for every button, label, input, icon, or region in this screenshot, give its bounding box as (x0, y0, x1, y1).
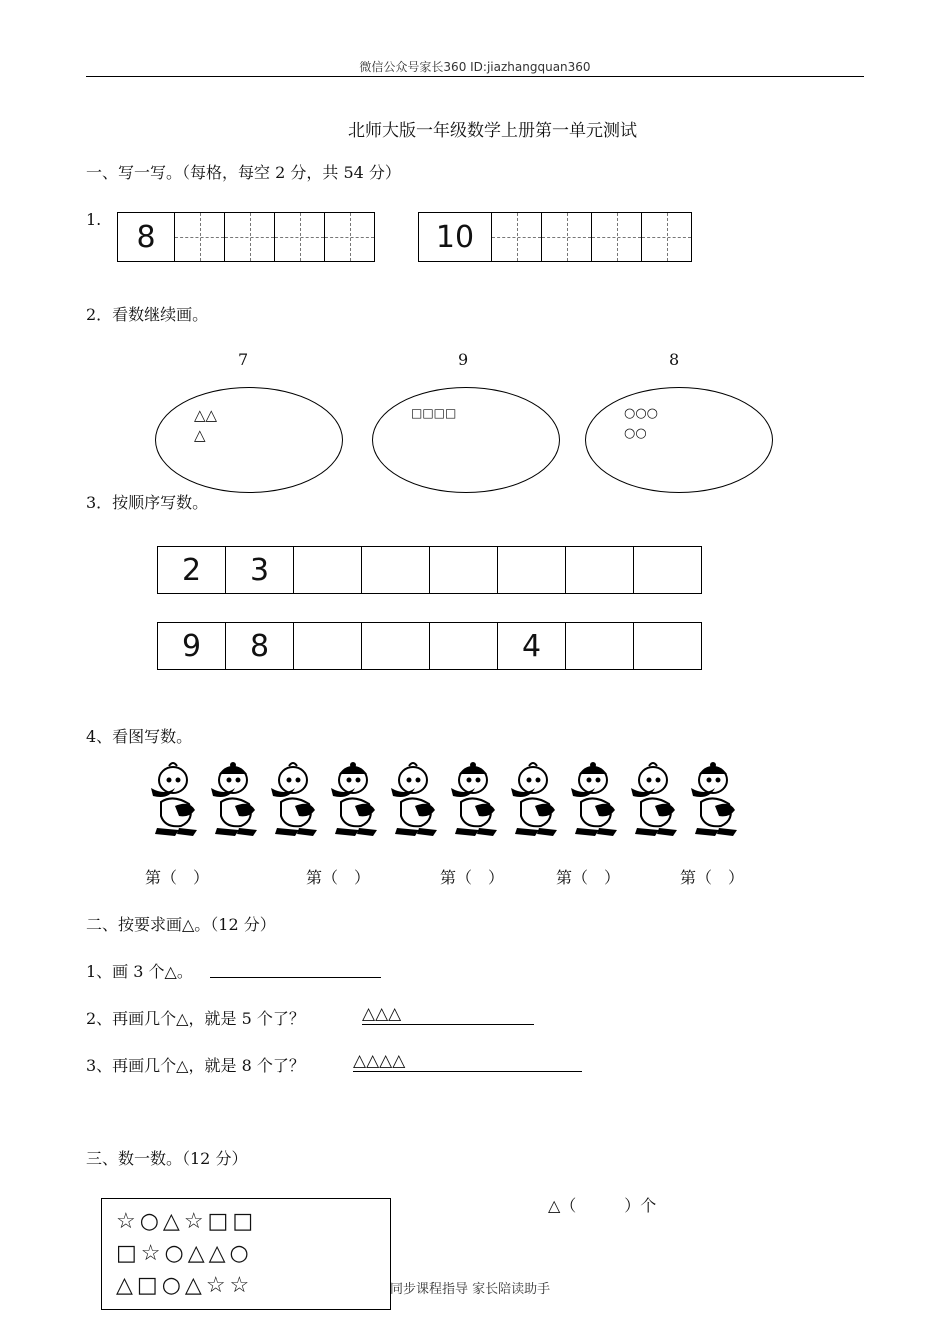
writing-cell[interactable] (592, 213, 642, 261)
sequence-cell[interactable] (566, 623, 634, 669)
oval-number: 9 (458, 350, 469, 369)
answer-line[interactable] (210, 977, 381, 978)
sequence-row-1 (157, 546, 702, 594)
sequence-cell[interactable] (362, 623, 430, 669)
ordinal-blank: 第（ ） (440, 868, 505, 887)
ordinal-blank: 第（ ） (306, 868, 371, 887)
count-answer[interactable]: △（ ）个 (548, 1196, 657, 1215)
oval-number: 8 (669, 350, 680, 369)
ordinal-blank: 第（ ） (680, 868, 745, 887)
writing-cell[interactable] (642, 213, 691, 261)
duck-icon (511, 763, 557, 836)
writing-cell[interactable] (492, 213, 542, 261)
q2-label: 2．看数继续画。 (86, 305, 209, 324)
answer-line[interactable] (353, 1071, 582, 1072)
shape-row: ☆○△☆□□ (116, 1209, 258, 1234)
grid-sample-digit: 10 (419, 213, 492, 261)
sequence-row-2 (157, 622, 702, 670)
sequence-cell[interactable] (294, 547, 362, 593)
header-rule (86, 76, 864, 77)
drawing-oval[interactable] (585, 387, 773, 493)
section2-heading: 二、按要求画△。（12 分） (86, 915, 276, 934)
section1-heading: 一、写一写。（每格，每空 2 分，共 54 分） (86, 163, 401, 182)
duck-icon (151, 763, 197, 836)
drawing-oval[interactable] (155, 387, 343, 493)
sequence-cell: 9 (158, 623, 226, 669)
writing-cell[interactable] (225, 213, 275, 261)
s2-q3: 3、再画几个△，就是 8 个了？ (86, 1056, 305, 1075)
duck-icon (691, 762, 737, 836)
sequence-cell[interactable] (430, 547, 498, 593)
sequence-cell[interactable] (634, 547, 701, 593)
page-title: 北师大版一年级数学上册第一单元测试 (348, 121, 637, 141)
duck-icon (571, 762, 617, 836)
duck-icon (631, 763, 677, 836)
q1-label: 1. (86, 210, 102, 229)
duck-icon (211, 762, 257, 836)
ordinal-blank: 第（ ） (145, 868, 210, 887)
given-triangles: △△△ (362, 1004, 402, 1024)
duck-icon (391, 763, 437, 836)
sequence-cell: 8 (226, 623, 294, 669)
page-footer: 同步课程指导 家长陪读助手 (390, 1282, 551, 1297)
sequence-cell[interactable] (566, 547, 634, 593)
shape-triangles: △ (194, 426, 206, 444)
page-header: 微信公众号家长360 ID:jiazhangquan360 (359, 60, 591, 74)
writing-grid-10 (418, 212, 692, 262)
shape-squares: □□□□ (411, 406, 457, 420)
sequence-cell: 3 (226, 547, 294, 593)
s2-q1: 1、画 3 个△。 (86, 962, 193, 981)
shape-circles: ○○○ (624, 406, 659, 421)
writing-cell[interactable] (542, 213, 592, 261)
grid-sample-digit: 8 (118, 213, 175, 261)
oval-number: 7 (238, 350, 249, 369)
shape-circles: ○○ (624, 426, 647, 441)
duck-illustrations (145, 760, 745, 840)
shape-count-box (101, 1198, 391, 1310)
sequence-cell: 4 (498, 623, 566, 669)
duck-icon (451, 762, 497, 836)
sequence-cell: 2 (158, 547, 226, 593)
writing-grid-8 (117, 212, 375, 262)
section3-heading: 三、数一数。（12 分） (86, 1149, 248, 1168)
ordinal-blank: 第（ ） (556, 868, 621, 887)
sequence-cell[interactable] (294, 623, 362, 669)
shape-row: □☆○△△○ (116, 1241, 253, 1266)
given-triangles: △△△△ (353, 1051, 406, 1071)
q3-label: 3．按顺序写数。 (86, 493, 209, 512)
q4-label: 4、看图写数。 (86, 727, 193, 746)
writing-cell[interactable] (325, 213, 374, 261)
sequence-cell[interactable] (634, 623, 701, 669)
duck-icon (331, 762, 377, 836)
sequence-cell[interactable] (498, 547, 566, 593)
sequence-cell[interactable] (362, 547, 430, 593)
s2-q2: 2、再画几个△，就是 5 个了？ (86, 1009, 305, 1028)
answer-line[interactable] (362, 1024, 534, 1025)
writing-cell[interactable] (175, 213, 225, 261)
duck-row (145, 760, 745, 840)
sequence-cell[interactable] (430, 623, 498, 669)
writing-cell[interactable] (275, 213, 325, 261)
duck-icon (271, 763, 317, 836)
shape-row: △□○△☆☆ (116, 1273, 254, 1298)
shape-triangles: △△ (194, 406, 218, 424)
drawing-oval[interactable] (372, 387, 560, 493)
